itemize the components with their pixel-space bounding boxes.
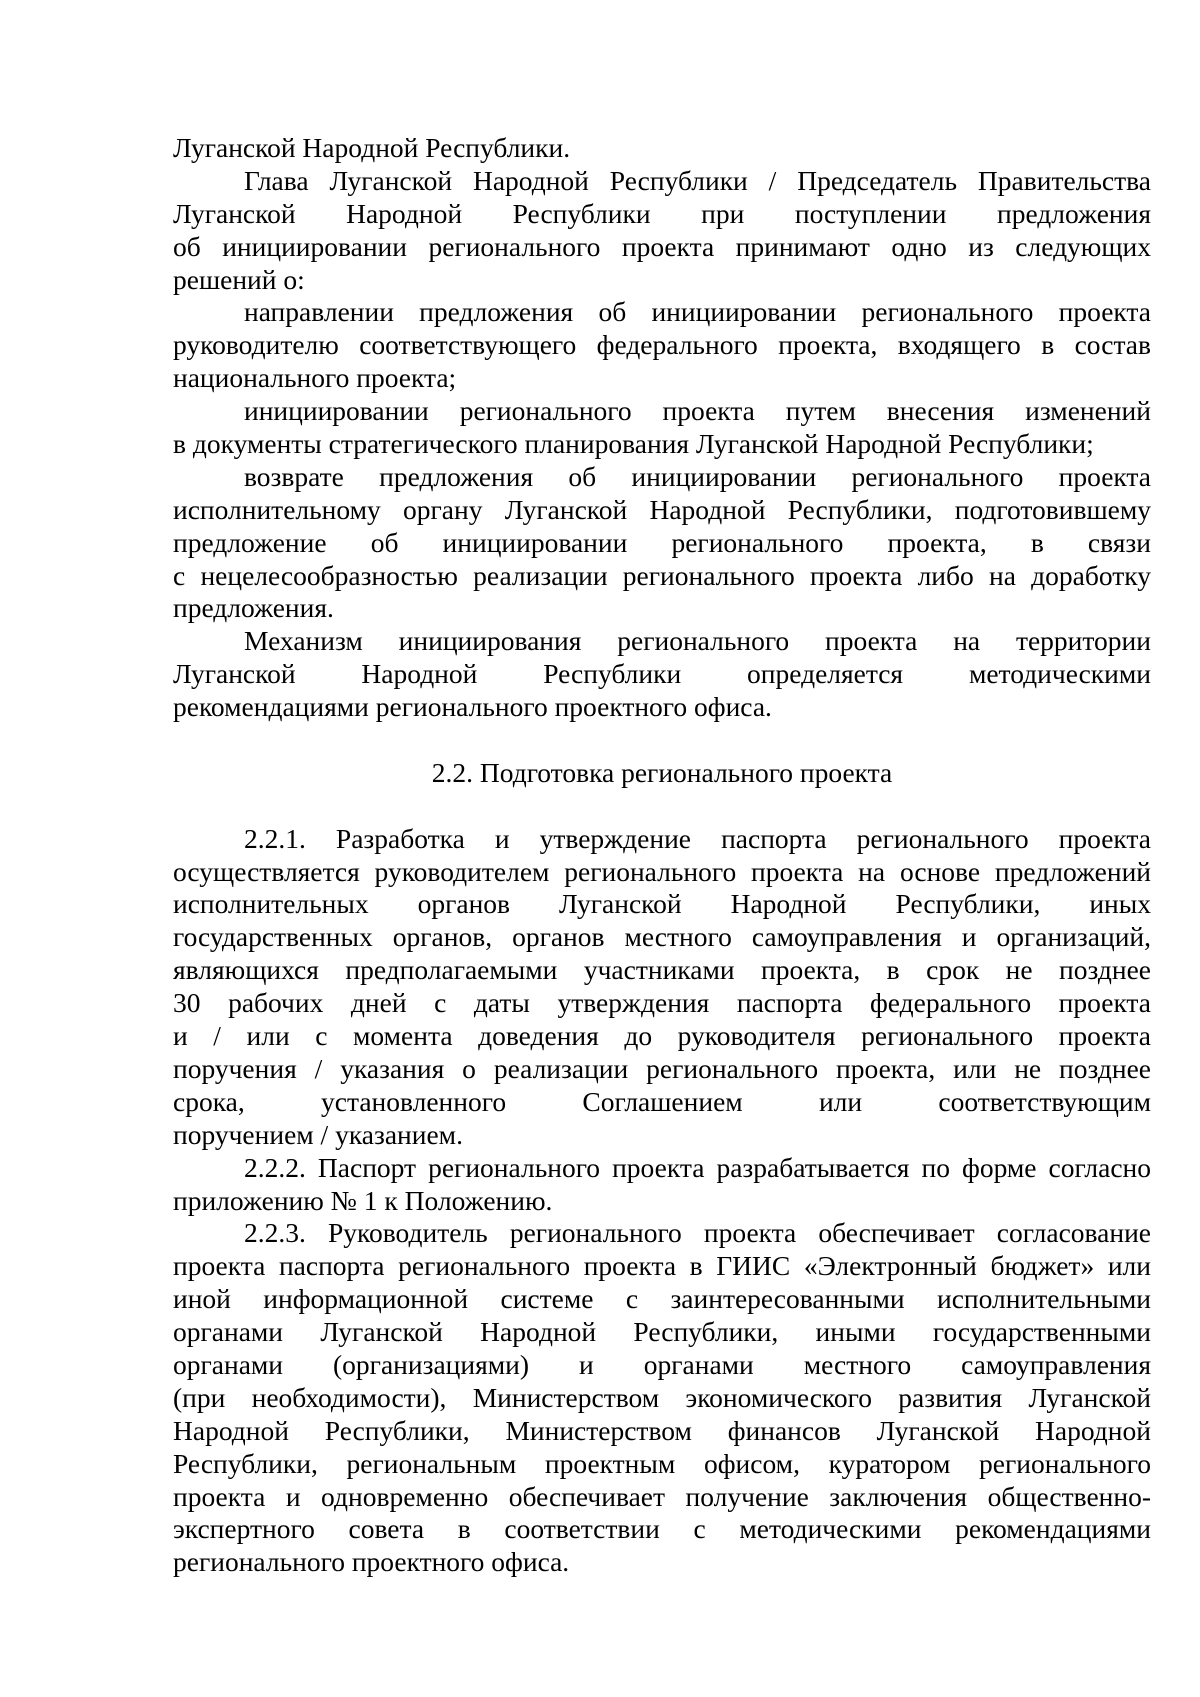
text-line: приложению № 1 к Положению.	[173, 1184, 553, 1216]
text-line: органами Луганской Народной Республики, иными государственными	[173, 1316, 1151, 1348]
text-line: возврате предложения об инициировании регионального проекта	[244, 460, 1151, 492]
text-line: Механизм инициирования регионального проекта на территории	[244, 625, 1151, 657]
text-line: предложение об инициировании регионального проекта, в связи	[173, 526, 1151, 558]
text-line: Народной Республики, Министерством финансов Луганской Народной	[173, 1414, 1151, 1446]
paragraph-head-decision	[173, 165, 1151, 297]
document-body	[173, 132, 1151, 1579]
text-line: государственных органов, органов местного самоуправления и организаций,	[173, 921, 1151, 953]
paragraph-2-2-1	[173, 823, 1151, 1152]
text-line: срока, установленного Соглашением или соответствующим	[173, 1085, 1151, 1117]
paragraph-option-3	[173, 461, 1151, 625]
text-line: осуществляется руководителем регионального проекта на основе предложений	[173, 855, 1151, 887]
text-line: являющихся предполагаемыми участниками проекта, в срок не позднее	[173, 954, 1151, 986]
text-line: Луганской Народной Республики при поступлении предложения	[173, 197, 1151, 229]
text-line: иной информационной системе с заинтересованными исполнительными	[173, 1283, 1151, 1315]
text-line: 2.2.2. Паспорт регионального проекта разрабатывается по форме согласно	[244, 1151, 1151, 1183]
paragraph-option-2	[173, 395, 1151, 461]
text-line: об инициировании регионального проекта принимают одно из следующих	[173, 230, 1151, 262]
text-line: исполнительному органу Луганской Народной Республики, подготовившему	[173, 493, 1151, 525]
section-heading: 2.2. Подготовка регионального проекта	[431, 756, 893, 788]
text-line: проекта и одновременно обеспечивает получение заключения общественно-	[173, 1480, 1151, 1512]
text-line: 30 рабочих дней с даты утверждения паспорта федерального проекта	[173, 987, 1151, 1019]
paragraph-option-1	[173, 296, 1151, 395]
text-line: решений о:	[173, 263, 305, 295]
text-line: рекомендациями регионального проектного офиса.	[173, 691, 772, 723]
text-line: органами (организациями) и органами местного самоуправления	[173, 1348, 1151, 1380]
text-line: экспертного совета в соответствии с методическими рекомендациями	[173, 1513, 1151, 1545]
text-line: (при необходимости), Министерством экономического развития Луганской	[173, 1381, 1151, 1413]
paragraph-2-2-2	[173, 1152, 1151, 1218]
text-line: Луганской Народной Республики определяется методическими	[173, 658, 1151, 690]
text-line: проекта паспорта регионального проекта в ГИИС «Электронный бюджет» или	[173, 1250, 1151, 1282]
blank-line	[173, 790, 1151, 823]
text-line: 2.2.1. Разработка и утверждение паспорта регионального проекта	[244, 822, 1151, 854]
text-line: регионального проектного офиса.	[173, 1546, 570, 1578]
text-line: руководителю соответствующего федерального проекта, входящего в состав	[173, 329, 1151, 361]
text-line: и / или с момента доведения до руководителя регионального проекта	[173, 1020, 1151, 1052]
text-line: национального проекта;	[173, 362, 457, 394]
text-line: с нецелесообразностью реализации регионального проекта либо на доработку	[173, 559, 1151, 591]
text-line: исполнительных органов Луганской Народной Республики, иных	[173, 888, 1151, 920]
text-line: 2.2.3. Руководитель регионального проекта обеспечивает согласование	[244, 1217, 1151, 1249]
text-line: инициировании регионального проекта путем внесения изменений	[244, 395, 1151, 427]
paragraph-2-2-3	[173, 1217, 1151, 1579]
text-line: предложения.	[173, 592, 334, 624]
text-line: поручения / указания о реализации регионального проекта, или не позднее	[173, 1052, 1151, 1084]
paragraph-mechanism	[173, 625, 1151, 724]
text-line: направлении предложения об инициировании регионального проекта	[244, 296, 1151, 328]
text-line: Глава Луганской Народной Республики / Председатель Правительства	[244, 164, 1151, 196]
text-line: поручением / указанием.	[173, 1118, 463, 1150]
text-line: Республики, региональным проектным офисом, куратором регионального	[173, 1447, 1151, 1479]
intro-tail-line: Луганской Народной Республики.	[173, 132, 571, 163]
text-line: в документы стратегического планирования Луганской Народной Республики;	[173, 428, 1094, 460]
blank-line	[173, 724, 1151, 757]
